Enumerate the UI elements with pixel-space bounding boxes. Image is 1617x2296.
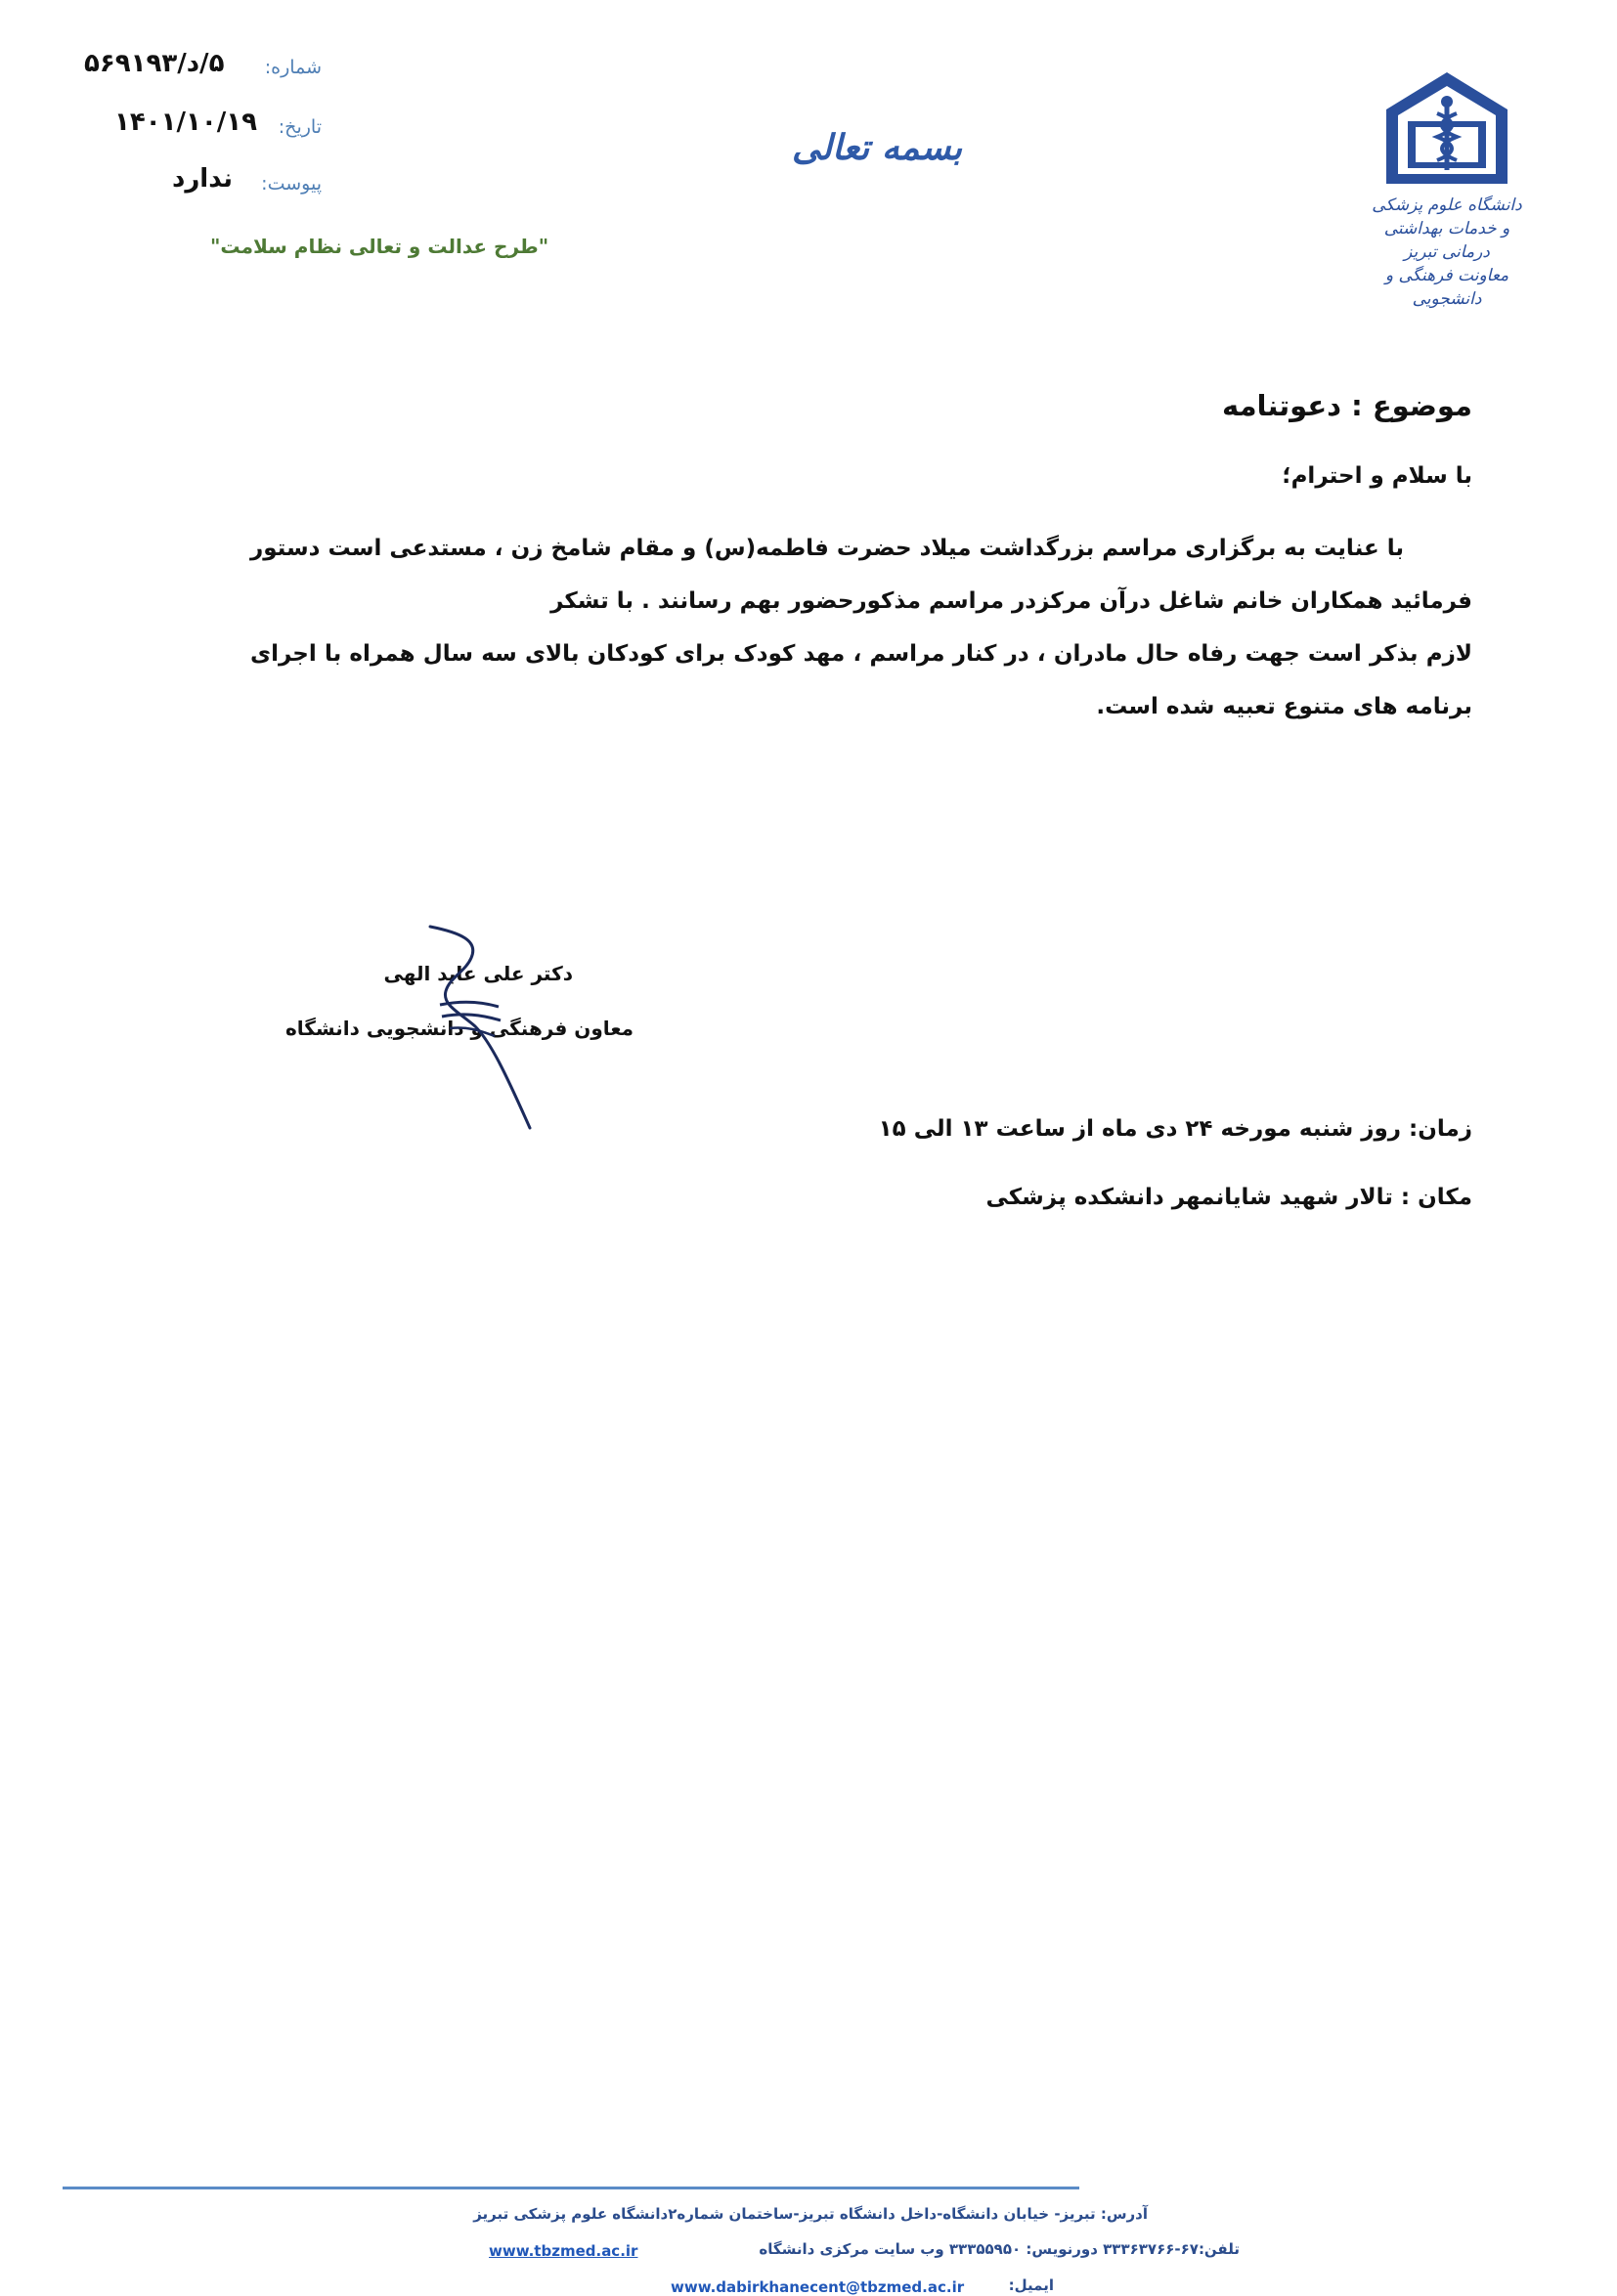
signatory-title: معاون فرهنگی و دانشجویی دانشگاه <box>284 1017 634 1040</box>
signatory-name: دکتر علی عابد الهی <box>383 962 573 985</box>
email-label: ایمیل: <box>1008 2276 1054 2294</box>
letter-subject: موضوع : دعوتنامه <box>1222 389 1472 422</box>
body-paragraph: لازم بذکر است جهت رفاه حال مادران ، در کنار مراسم ، مهد کودک برای کودکان بالای سه سال همراه با اجرای برنامه های متنوع تعبیه شده است. <box>250 641 1472 719</box>
logo-caption <box>1367 194 1527 311</box>
attachment-value: ندارد <box>172 164 234 194</box>
email-link[interactable]: www.dabirkhanecent@tbzmed.ac.ir <box>671 2278 965 2296</box>
logo-caption-line: معاونت فرهنگی و دانشجویی <box>1384 266 1509 309</box>
slogan: "طرح عدالت و تعالی نظام سلامت" <box>210 235 549 258</box>
attachment-label: پیوست: <box>261 173 322 195</box>
event-place: مکان : تالار شهید شایانمهر دانشکده پزشکی <box>985 1185 1472 1210</box>
body-paragraph: با عنایت به برگزاری مراسم بزرگداشت میلاد حضرت فاطمه(س) و مقام شامخ زن ، مستدعی است دستور فرمائید همکاران خانم شاغل درآن مرکزدر مراسم مذکورحضور بهم رسانند . با تشکر <box>250 536 1472 614</box>
date-label: تاریخ: <box>278 116 322 138</box>
footer-address: آدرس: تبریز- خیابان دانشگاه-داخل دانشگاه تبریز-ساختمان شماره۲دانشگاه علوم پزشکی تبریز <box>473 2205 1148 2223</box>
logo-caption-line: و خدمات بهداشتی درمانی تبریز <box>1383 219 1510 262</box>
letter-greeting: با سلام و احترام؛ <box>1282 463 1472 489</box>
handwritten-signature-icon <box>420 919 547 1134</box>
event-time: زمان: روز شنبه مورخه ۲۴ دی ماه از ساعت ۱۳ الی ۱۵ <box>878 1116 1472 1142</box>
logo-caption-line: دانشگاه علوم پزشکی <box>1372 195 1522 215</box>
website-link[interactable]: www.tbzmed.ac.ir <box>489 2242 638 2260</box>
footer-divider <box>63 2187 1079 2189</box>
letter-date: ۱۴۰۱/۱۰/۱۹ <box>114 108 257 137</box>
letter-number: ۵/د/۵۶۹۱۹۳ <box>84 49 225 78</box>
basmala-heading: بسمه تعالی <box>792 127 963 168</box>
letter-body <box>250 522 1472 733</box>
number-label: شماره: <box>264 57 322 78</box>
footer-contacts: تلفن:۶۷-۳۳۳۶۳۷۶۶ دورنویس: ۳۳۳۵۵۹۵۰ وب سایت مرکزی دانشگاه <box>759 2240 1240 2258</box>
